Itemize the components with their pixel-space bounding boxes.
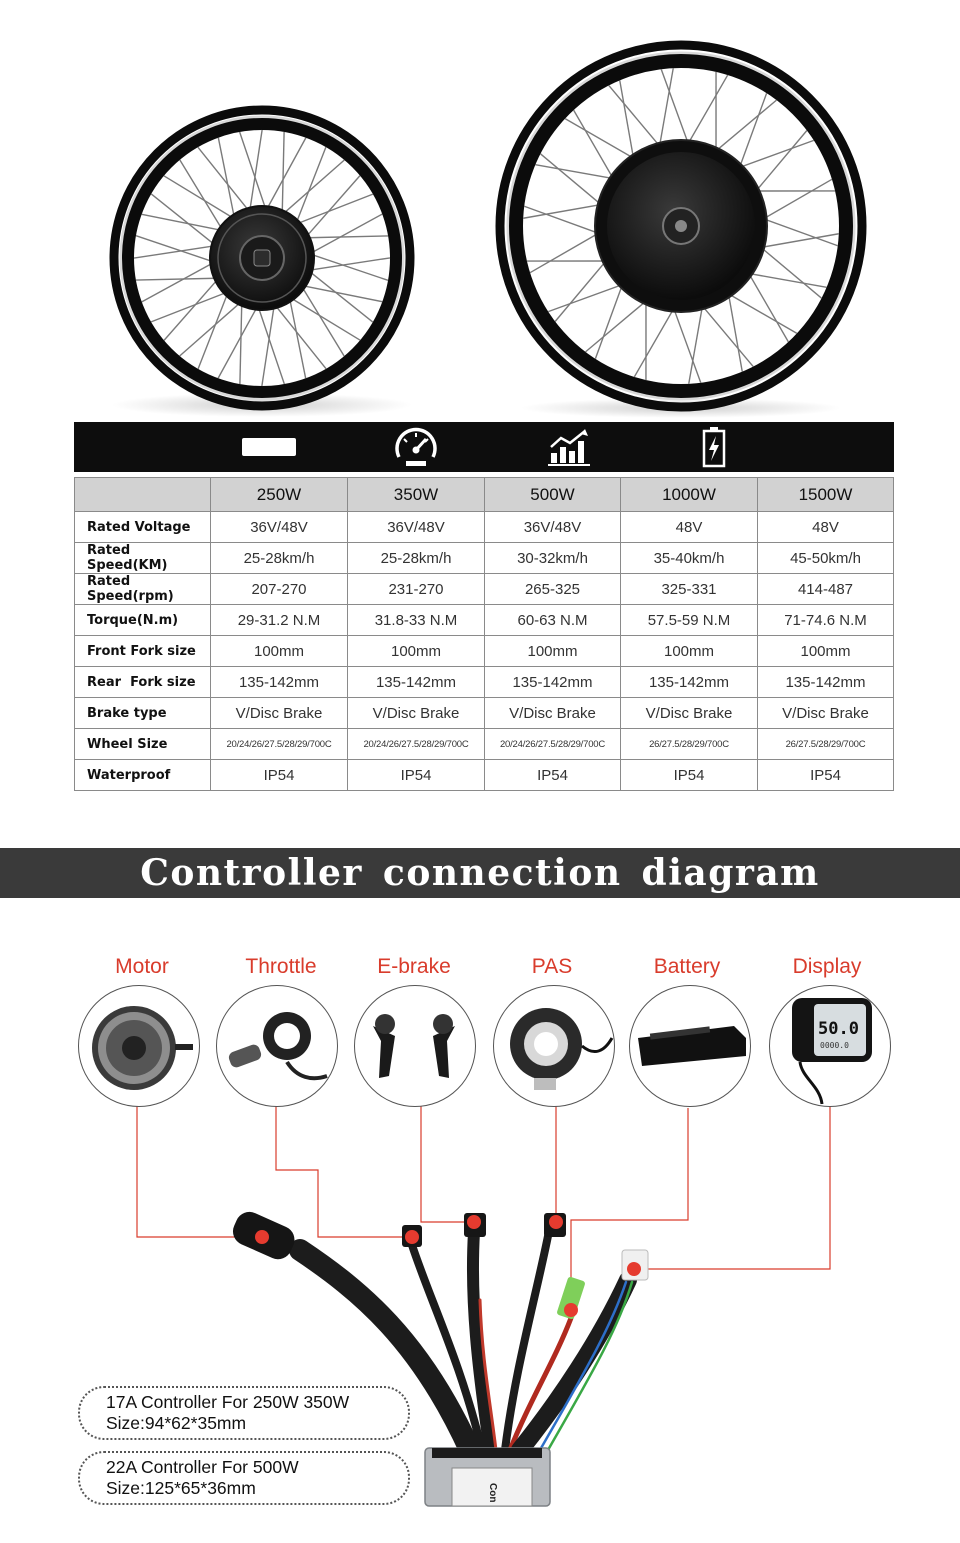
display-speed: 50.0 — [818, 1019, 859, 1039]
header-cell: 1500W — [758, 478, 894, 512]
controller-title: 22A Controller For 500W — [106, 1457, 299, 1477]
row-label: Rated Speed(KM) — [75, 543, 211, 574]
battery-pack-icon — [630, 986, 750, 1106]
pas-sensor-icon — [494, 986, 614, 1106]
battery-component — [629, 985, 751, 1107]
thumb-throttle-icon — [217, 986, 337, 1106]
hub-motor-icon — [79, 986, 199, 1106]
component-label-battery: Battery — [653, 955, 721, 978]
row-label: Wheel Size — [75, 729, 211, 760]
table-cell: 100mm — [758, 636, 894, 667]
table-cell: 26/27.5/28/29/700C — [758, 729, 894, 760]
controller-size: Size:94*62*35mm — [106, 1413, 247, 1433]
table-cell: 36V/48V — [211, 512, 348, 543]
display-component — [769, 985, 891, 1107]
table-cell: 35-40km/h — [621, 543, 758, 574]
row-label: Rear Fork size — [75, 667, 211, 698]
table-cell: V/Disc Brake — [485, 698, 621, 729]
table-cell: 414-487 — [758, 574, 894, 605]
controller-info-17a — [78, 1386, 410, 1440]
table-cell: 36V/48V — [485, 512, 621, 543]
lcd-display-icon — [770, 986, 890, 1106]
table-cell: 57.5-59 N.M — [621, 605, 758, 636]
table-cell: 20/24/26/27.5/28/29/700C — [348, 729, 485, 760]
table-cell: V/Disc Brake — [621, 698, 758, 729]
table-cell: 60-63 N.M — [485, 605, 621, 636]
table-cell: 45-50km/h — [758, 543, 894, 574]
table-cell: IP54 — [758, 760, 894, 791]
component-label-display: Display — [792, 955, 862, 978]
component-label-ebrake: E-brake — [377, 955, 451, 978]
table-cell: 29-31.2 N.M — [211, 605, 348, 636]
brake-lever-icon — [355, 986, 475, 1106]
table-cell: 100mm — [348, 636, 485, 667]
table-cell: IP54 — [348, 760, 485, 791]
row-label: Waterproof — [75, 760, 211, 791]
table-cell: 20/24/26/27.5/28/29/700C — [211, 729, 348, 760]
table-cell: V/Disc Brake — [348, 698, 485, 729]
header-cell: 350W — [348, 478, 485, 512]
table-cell: 135-142mm — [485, 667, 621, 698]
motor-component — [78, 985, 200, 1107]
controller-label: Con — [487, 1483, 498, 1503]
section-title: Controller connection diagram — [140, 852, 820, 894]
pas-component — [493, 985, 615, 1107]
controller-info-22a — [78, 1451, 410, 1505]
table-cell: 20/24/26/27.5/28/29/700C — [485, 729, 621, 760]
ebrake-component — [354, 985, 476, 1107]
table-cell: 100mm — [621, 636, 758, 667]
table-cell: 36V/48V — [348, 512, 485, 543]
table-cell: 100mm — [211, 636, 348, 667]
table-cell: 135-142mm — [211, 667, 348, 698]
table-cell: 25-28km/h — [348, 543, 485, 574]
controller-size: Size:125*65*36mm — [106, 1478, 256, 1498]
header-cell: 1000W — [621, 478, 758, 512]
table-cell: 231-270 — [348, 574, 485, 605]
table-cell: 48V — [758, 512, 894, 543]
table-cell: 100mm — [485, 636, 621, 667]
component-label-throttle: Throttle — [245, 955, 317, 978]
table-cell: 207-270 — [211, 574, 348, 605]
table-cell: 325-331 — [621, 574, 758, 605]
table-cell: IP54 — [211, 760, 348, 791]
row-label: Rated Speed(rpm) — [75, 574, 211, 605]
table-cell: IP54 — [485, 760, 621, 791]
component-label-pas: PAS — [531, 955, 573, 978]
table-cell: 135-142mm — [348, 667, 485, 698]
row-label: Torque(N.m) — [75, 605, 211, 636]
table-cell: 71-74.6 N.M — [758, 605, 894, 636]
header-cell: 250W — [211, 478, 348, 512]
row-label: Brake type — [75, 698, 211, 729]
row-label: Rated Voltage — [75, 512, 211, 543]
table-cell: V/Disc Brake — [211, 698, 348, 729]
controller-box — [425, 1448, 550, 1506]
table-cell: 31.8-33 N.M — [348, 605, 485, 636]
display-reading: 0000.0 — [820, 1041, 849, 1050]
component-label-motor: Motor — [115, 955, 169, 978]
table-cell: 30-32km/h — [485, 543, 621, 574]
throttle-component — [216, 985, 338, 1107]
table-cell: 25-28km/h — [211, 543, 348, 574]
table-cell: 135-142mm — [621, 667, 758, 698]
table-cell: 48V — [621, 512, 758, 543]
controller-title: 17A Controller For 250W 350W — [106, 1392, 350, 1412]
table-cell: 265-325 — [485, 574, 621, 605]
row-label: Front Fork size — [75, 636, 211, 667]
table-cell: V/Disc Brake — [758, 698, 894, 729]
table-cell: IP54 — [621, 760, 758, 791]
table-cell: 26/27.5/28/29/700C — [621, 729, 758, 760]
table-cell: 135-142mm — [758, 667, 894, 698]
header-cell: 500W — [485, 478, 621, 512]
